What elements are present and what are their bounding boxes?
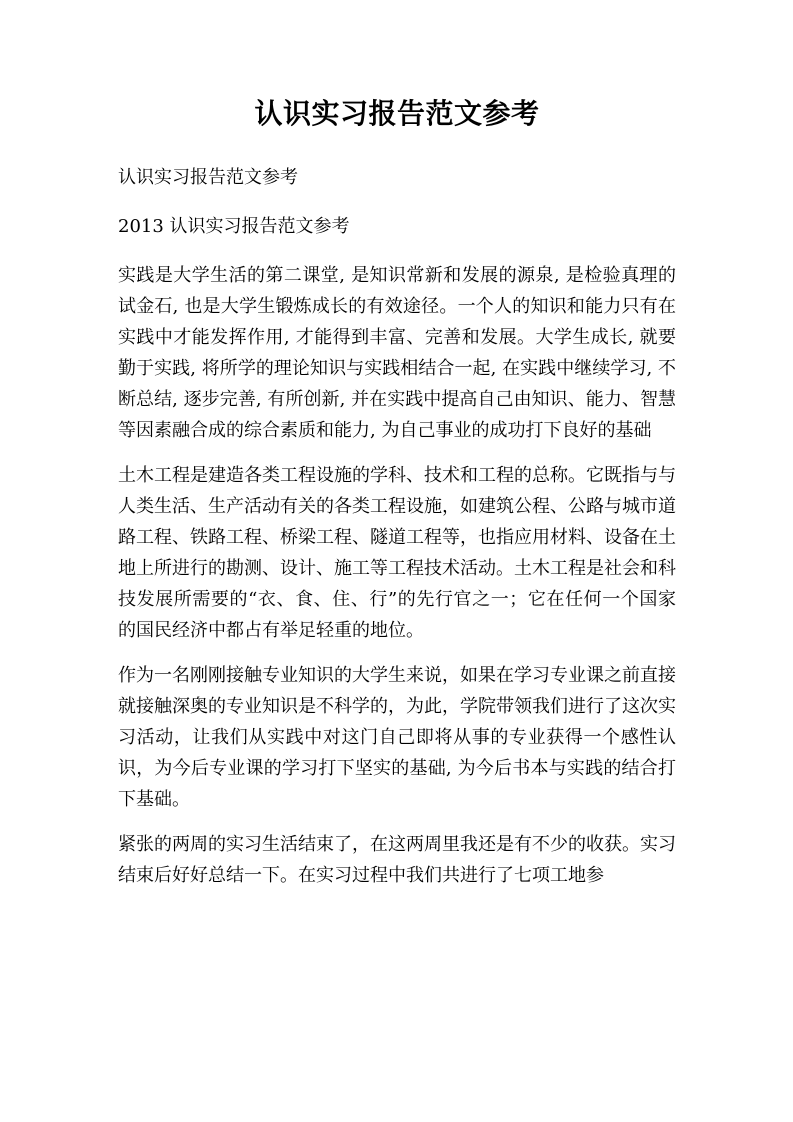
document-year-title: 2013 认识实习报告范文参考 [118, 216, 350, 237]
document-title: 认识实习报告范文参考 [254, 97, 540, 130]
document-content [118, 92, 676, 905]
document-subtitle: 认识实习报告范文参考 [118, 167, 298, 188]
paragraph-civil-engineering: 土木工程是建造各类工程设施的学科、技术和工程的总称。它既指与与人类生活、生产活动有关的各类工程设施，如建筑公程、公路与城市道路工程、铁路工程、桥梁工程、隧道工程等，也指应用材料、设备在土地上所进行的勘测、设计、施工等工程技术活动。土木工程是社会和科技发展所需要的“衣、食、住、行”的先行官之一；它在任何一个国家的国民经济中都占有举足轻重的地位。 [118, 465, 676, 641]
paragraph-internship-purpose: 作为一名刚刚接触专业知识的大学生来说，如果在学习专业课之前直接就接触深奥的专业知识是不科学的，为此，学院带领我们进行了这次实习活动，让我们从实践中对这门自己即将从事的专业获得一个感性认识，为今后专业课的学习打下坚实的基础, 为今后书本与实践的结合打下基础。 [118, 665, 676, 810]
paragraph-summary: 紧张的两周的实习生活结束了，在这两周里我还是有不少的收获。实习结束后好好总结一下。在实习过程中我们共进行了七项工地参 [118, 834, 676, 886]
paragraph-practice: 实践是大学生活的第二课堂, 是知识常新和发展的源泉, 是检验真理的试金石, 也是大学生锻炼成长的有效途径。一个人的知识和能力只有在实践中才能发挥作用, 才能得到丰富、完善和发展。大学生成长, 就要勤于实践, 将所学的理论知识与实践相结合一起, 在实践中继续学习, 不断总结, 逐步完善, 有所创新, 并在实践中提高自己由知识、能力、智慧等因素融合成的综合素质和能力, 为自己事业的成功打下良好的基础 [118, 265, 676, 441]
